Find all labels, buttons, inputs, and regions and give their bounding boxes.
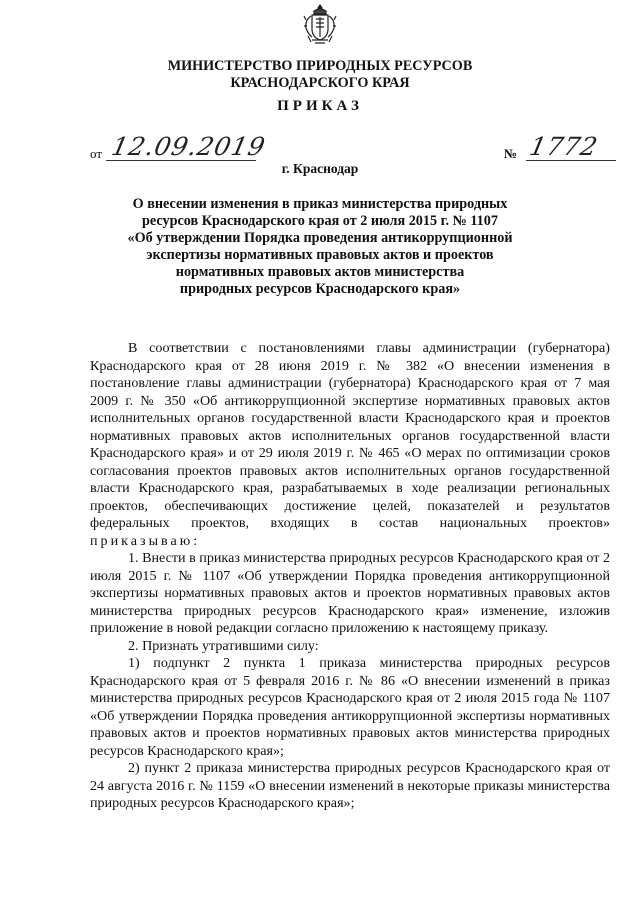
date-label: от [90, 146, 103, 161]
item-1-paragraph: 1. Внести в приказ министерства природных ресурсов Краснодарского края от 2 июля 2015 г. № 1107 «Об утверждении Порядка проведения антикоррупционной экспертизы нормативных правовых актов и проектов нормативных правовых актов министерства природных ресурсов Краснодарского края» изменение, изложив приложение в новой редакции согласно приложению к настоящему приказу. [90, 550, 611, 636]
order-body [90, 340, 610, 813]
city-label: г. Краснодар [281, 161, 359, 176]
krasnodar-coat-of-arms-icon [303, 2, 337, 46]
subject-line: «Об утверждении Порядка проведения антикоррупционной [127, 230, 513, 246]
ministry-line: КРАСНОДАРСКОГО КРАЯ [230, 75, 410, 91]
item-2-2-paragraph: 2) пункт 2 приказа министерства природных ресурсов Краснодарского края от 24 августа 2016 г. № 1159 «О внесении изменений в некоторые приказы министерства природных ресурсов Краснодарского края»; [90, 760, 610, 811]
ministry-name [0, 58, 640, 92]
subject-line: природных ресурсов Краснодарского края» [179, 281, 461, 297]
order-subject [90, 196, 550, 298]
ministry-line: МИНИСТЕРСТВО ПРИРОДНЫХ РЕСУРСОВ [167, 58, 473, 74]
number-label: № [504, 146, 518, 161]
subject-line: ресурсов Краснодарского края от 2 июля 2015 г. № 1107 [142, 213, 498, 229]
subject-line: О внесении изменения в приказ министерства природных [132, 196, 508, 212]
handwritten-date: 12.09.2019 [109, 132, 269, 161]
document-title: ПРИКАЗ [277, 98, 363, 114]
item-2-1-paragraph: 1) подпункт 2 пункта 1 приказа министерства природных ресурсов Краснодарского края от 5 февраля 2016 г. № 86 «О внесении изменений в приказ министерства природных ресурсов Краснодарского края от 2 июля 2015 года № 1107 «Об утверждении Порядка проведения антикоррупционной экспертизы нормативных правовых актов и проектов нормативных правовых актов министерства природных ресурсов Краснодарского края»; [90, 655, 610, 759]
subject-line: экспертизы нормативных правовых актов и проектов [146, 247, 494, 263]
preamble-paragraph [90, 340, 610, 550]
subject-line: нормативных правовых актов министерства [175, 264, 465, 280]
item-2-paragraph: 2. Признать утратившими силу: [128, 637, 319, 654]
preamble-text: В соответствии с постановлениями главы администрации (губернатора) Краснодарского края от 28 июня 2019 г. № 382 «О внесении изменения в постановление главы администрации (губернатора) Краснодарского края от 7 мая 2009 г. № 350 «Об антикоррупционной экспертизе нормативных правовых актов исполнительных органов государственной власти Краснодарского края и проектов нормативных правовых актов исполнительных органов государственной власти Краснодарского края» и от 29 июля 2019 г. № 465 «О мерах по оптимизации сроков согласования проектов правовых актов исполнительных органов государственной власти Краснодарского края, разрабатываемых в ходе реализации региональных проектов, обеспечивающих достижение целей, показателей и результатов федеральных проектов, входящих в состав национальных проектов» [90, 340, 610, 531]
handwritten-number: 1772 [527, 132, 601, 161]
order-word: приказываю: [90, 532, 201, 549]
